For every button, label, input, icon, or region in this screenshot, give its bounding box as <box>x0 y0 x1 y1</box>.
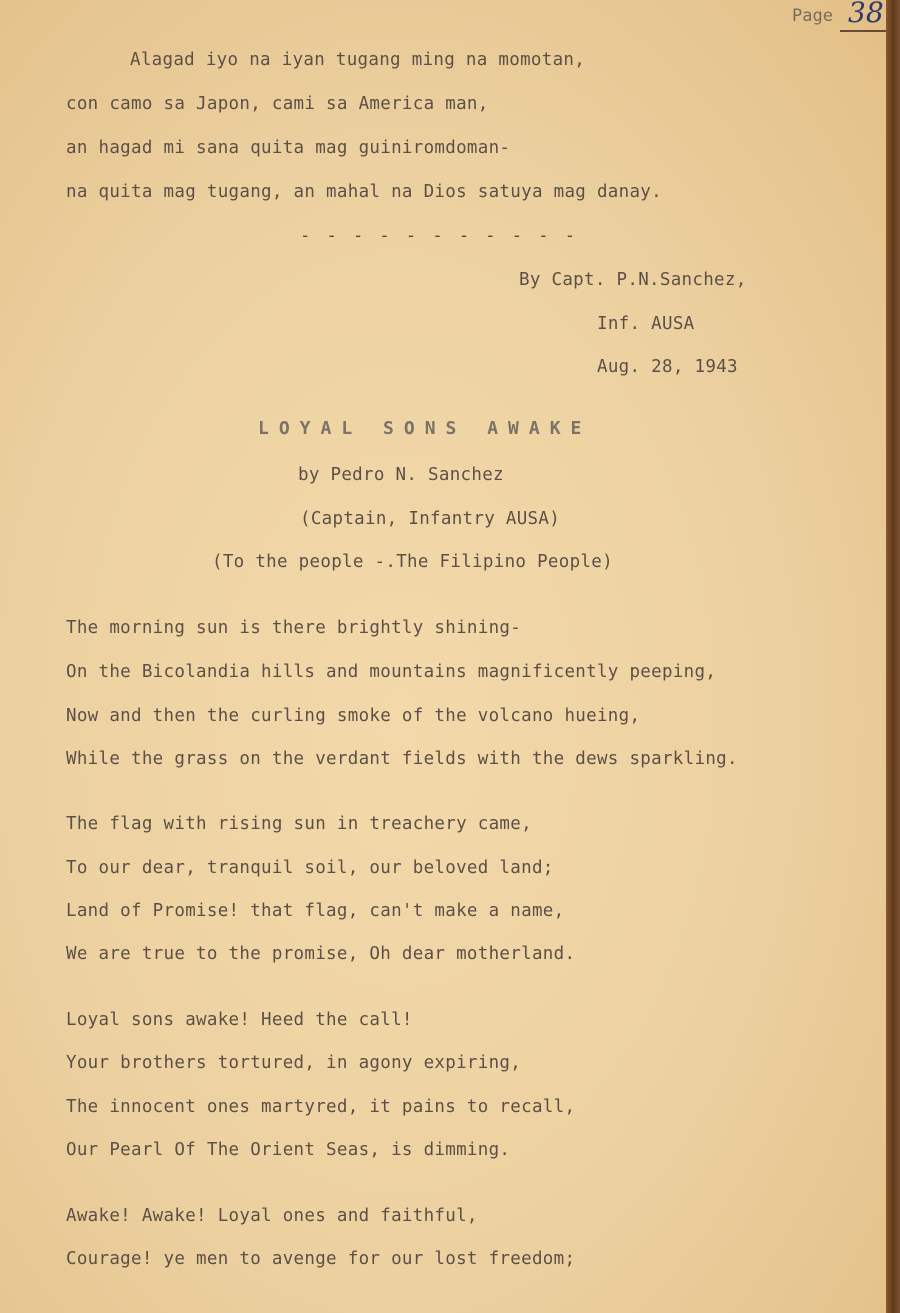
poem-line: On the Bicolandia hills and mountains magnificently peeping, <box>66 662 717 682</box>
signature-name: By Capt. P.N.Sanchez, <box>519 270 747 290</box>
verse-line: na quita mag tugang, an mahal na Dios satuya mag danay. <box>66 182 662 202</box>
page-number-underline <box>840 30 886 32</box>
poem-line: While the grass on the verdant fields with the dews sparkling. <box>66 749 738 769</box>
poem-author-rank: (Captain, Infantry AUSA) <box>300 509 561 529</box>
poem-line: Courage! ye men to avenge for our lost freedom; <box>66 1249 576 1269</box>
poem-line: The morning sun is there brightly shining- <box>66 618 522 638</box>
page-label: Page <box>792 6 833 26</box>
poem-line: To our dear, tranquil soil, our beloved land; <box>66 858 554 878</box>
poem-line: The flag with rising sun in treachery came, <box>66 814 532 834</box>
poem-line: We are true to the promise, Oh dear motherland. <box>66 944 576 964</box>
separator-line: - - - - - - - - - - - <box>300 226 578 246</box>
verse-line: an hagad mi sana quita mag guiniromdoman- <box>66 138 511 158</box>
poem-line: Loyal sons awake! Heed the call! <box>66 1010 413 1030</box>
poem-line: Awake! Awake! Loyal ones and faithful, <box>66 1206 478 1226</box>
signature-date: Aug. 28, 1943 <box>597 357 738 377</box>
poem-line: Your brothers tortured, in agony expiring, <box>66 1053 522 1073</box>
verse-line: Alagad iyo na iyan tugang ming na momotan, <box>130 50 586 70</box>
poem-title: LOYAL SONS AWAKE <box>258 418 592 439</box>
page-number: 38 <box>848 0 884 29</box>
book-spine-edge <box>886 0 900 1313</box>
verse-line: con camo sa Japon, cami sa America man, <box>66 94 489 114</box>
poem-line: The innocent ones martyred, it pains to recall, <box>66 1097 576 1117</box>
poem-line: Our Pearl Of The Orient Seas, is dimming. <box>66 1140 511 1160</box>
poem-dedication: (To the people -.The Filipino People) <box>212 552 613 572</box>
poem-line: Land of Promise! that flag, can't make a name, <box>66 901 565 921</box>
poem-line: Now and then the curling smoke of the volcano hueing, <box>66 706 641 726</box>
poem-byline: by Pedro N. Sanchez <box>298 465 504 485</box>
signature-unit: Inf. AUSA <box>597 314 695 334</box>
